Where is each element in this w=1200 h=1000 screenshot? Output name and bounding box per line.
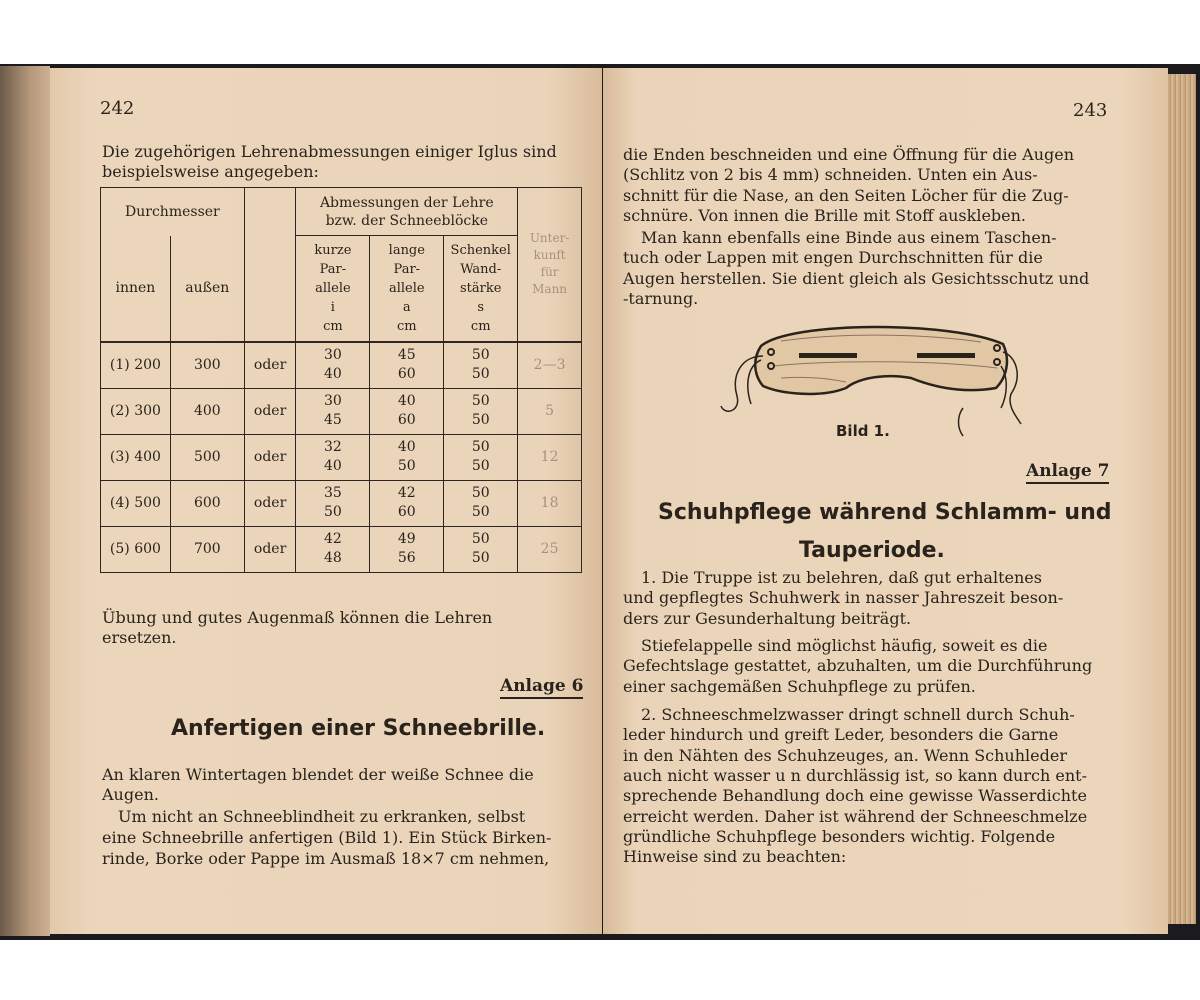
table-row: (4) 500 600 oder 35 50 42 60 50 50 18	[101, 480, 582, 526]
body-text-line: schnitt für die Nase, an den Seiten Löcher für die Zug-	[623, 185, 1069, 205]
body-text-line: Gefechtslage gestattet, abzuhalten, um die Durchführung	[623, 656, 1093, 676]
section-heading-schuhpflege-1: Schuhpflege während Schlamm- und	[658, 500, 1112, 525]
body-text-line: (Schlitz von 2 bis 4 mm) schneiden. Unten ein Aus-	[623, 165, 1038, 185]
body-text-line: in den Nähten des Schuhzeuges, an. Wenn Schuhleder	[623, 745, 1067, 765]
para1-line-1: An klaren Wintertagen blendet der weiße Schnee die	[102, 765, 534, 784]
header-schenkel: Schenkel Wand- stärke s cm	[444, 236, 518, 342]
para2-line-1: Um nicht an Schneeblindheit zu erkranken, selbst	[118, 807, 526, 826]
table-row: (5) 600 700 oder 42 48 49 56 50 50 25	[101, 526, 582, 572]
body-text-line: einer sachgemäßen Schuhpflege zu prüfen.	[623, 676, 976, 696]
body-text-line: auch nicht wasser u n durchlässig ist, so kann durch ent-	[623, 765, 1087, 785]
body-text-line: tuch oder Lappen mit engen Durchschnitten für die	[623, 248, 1043, 268]
header-durchmesser: Durchmesser	[101, 188, 245, 236]
table-row: (1) 200 300 oder 30 40 45 60 50 50 2—3	[101, 342, 582, 389]
body-text-line: leder hindurch und greift Leder, besonders die Garne	[623, 725, 1059, 745]
header-aussen: außen	[170, 236, 244, 342]
anlage-7-label: Anlage 7	[1026, 461, 1109, 484]
body-text-line: 2. Schneeschmelzwasser dringt schnell durch Schuh-	[641, 705, 1075, 724]
intro-line-2: beispielsweise angegeben:	[102, 162, 319, 181]
anlage-6-label: Anlage 6	[500, 676, 583, 699]
header-empty	[244, 188, 296, 342]
header-unterkunft: Unter- kunft für Mann	[518, 188, 582, 342]
body-text-line: gründliche Schuhpflege besonders wichtig. Folgende	[623, 826, 1056, 846]
body-text-line: Augen herstellen. Sie dient gleich als Gesichtsschutz und	[623, 268, 1090, 288]
right-page	[603, 68, 1168, 934]
body-text-line: -tarnung.	[623, 288, 699, 308]
header-kurze: kurze Par- allele i cm	[296, 236, 370, 342]
intro-line-1: Die zugehörigen Lehrenabmessungen einiger Iglus sind	[102, 142, 557, 161]
para2-line-3: rinde, Borke oder Pappe im Ausmaß 18×7 cm nehmen,	[102, 849, 550, 868]
header-lange: lange Par- allele a cm	[370, 236, 444, 342]
header-abmessungen: Abmessungen der Lehre bzw. der Schneeblöcke	[296, 188, 518, 236]
body-text-line: sprechende Behandlung doch eine gewisse Wasserdichte	[623, 786, 1087, 806]
body-text-line: Man kann ebenfalls eine Binde aus einem Taschen-	[641, 228, 1057, 247]
iglu-dimensions-table	[100, 187, 582, 573]
header-innen: innen	[101, 236, 171, 342]
body-text-line: die Enden beschneiden und eine Öffnung für die Augen	[623, 145, 1075, 164]
body-text-line: und gepflegtes Schuhwerk in nasser Jahreszeit beson-	[623, 588, 1064, 608]
after-table-line-2: ersetzen.	[102, 628, 177, 647]
book-spine-shadow	[0, 66, 50, 936]
page-number: 242	[100, 98, 135, 119]
para1-line-2: Augen.	[102, 785, 159, 804]
page-block-edge	[1168, 74, 1196, 924]
body-text-line: ders zur Gesunderhaltung beiträgt.	[623, 608, 912, 628]
body-text-line: Stiefelappelle sind möglichst häufig, soweit es die	[641, 636, 1048, 655]
left-page	[50, 68, 602, 934]
table-row: (2) 300 400 oder 30 45 40 60 50 50 5	[101, 388, 582, 434]
body-text-line: schnüre. Von innen die Brille mit Stoff auskleben.	[623, 205, 1027, 225]
body-text-line: erreicht werden. Daher ist während der Schneeschmelze	[623, 806, 1088, 826]
figure-caption: Bild 1.	[836, 422, 890, 440]
section-heading-schuhpflege-2: Tauperiode.	[799, 538, 945, 563]
page-number: 243	[1073, 100, 1108, 121]
body-text-line: 1. Die Truppe ist zu belehren, daß gut erhaltenes	[641, 568, 1042, 587]
table-row: (3) 400 500 oder 32 40 40 50 50 50 12	[101, 434, 582, 480]
para2-line-2: eine Schneebrille anfertigen (Bild 1). Ein Stück Birken-	[102, 828, 552, 847]
after-table-line-1: Übung und gutes Augenmaß können die Lehren	[102, 608, 493, 627]
section-heading-schneebrille: Anfertigen einer Schneebrille.	[171, 716, 546, 741]
body-text-line: Hinweise sind zu beachten:	[623, 847, 847, 867]
